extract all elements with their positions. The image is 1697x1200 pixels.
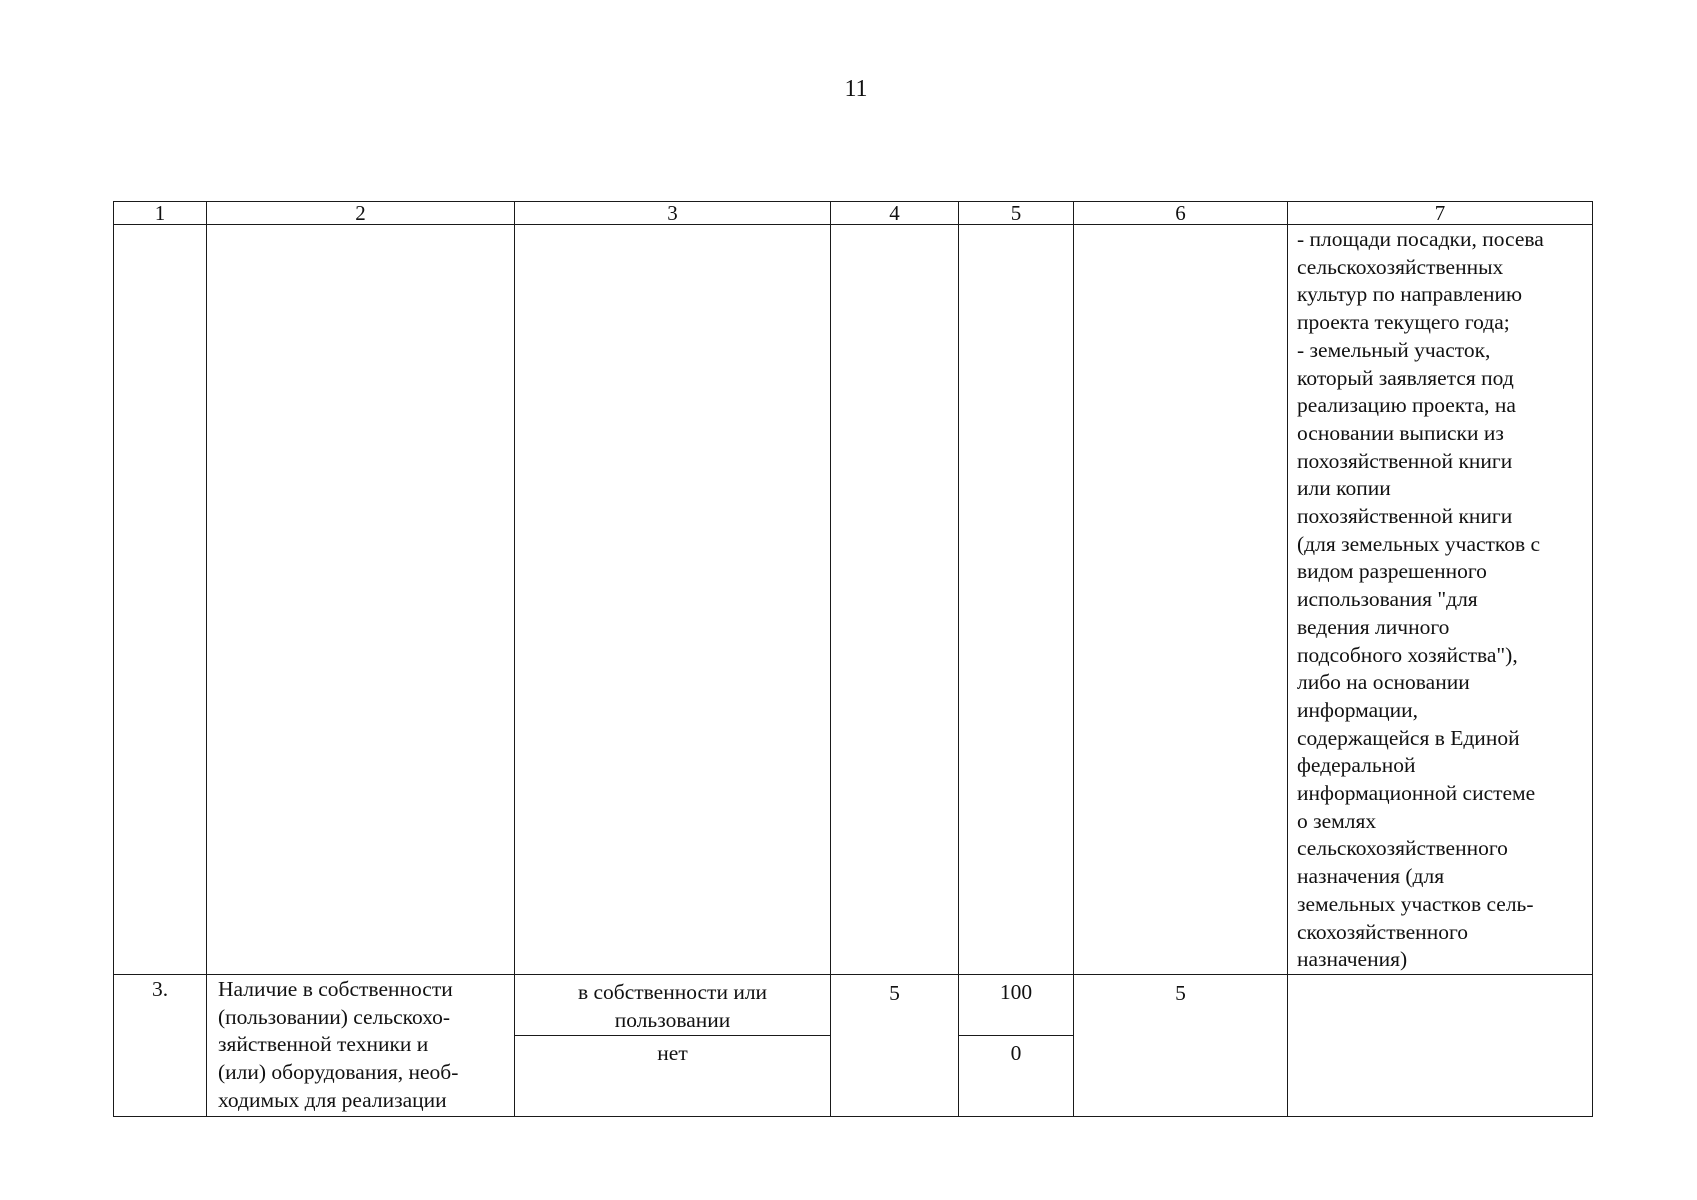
text-line: информационной системе <box>1297 781 1536 806</box>
text-line: - земельный участок, <box>1297 337 1491 362</box>
text-line: назначения (для <box>1297 864 1445 889</box>
continued-col-7-documents <box>1288 225 1593 975</box>
text-line: в собственности или <box>577 979 768 1004</box>
criterion-weight: 5 <box>1074 974 1288 1116</box>
criteria-table <box>113 201 1593 1117</box>
text-line: реализацию проекта, на <box>1297 393 1516 418</box>
continued-col-2 <box>207 225 515 975</box>
text-line: культур по направлению <box>1297 282 1523 307</box>
text-line: - площади посадки, посева <box>1297 227 1544 251</box>
text-line: похозяйственной книги <box>1297 448 1513 473</box>
header-col-6: 6 <box>1074 202 1288 225</box>
text-line: видом разрешенного <box>1297 559 1487 584</box>
text-line: проекта текущего года; <box>1297 310 1510 335</box>
continued-col-4 <box>831 225 959 975</box>
page-number: 11 <box>844 76 868 102</box>
text-line: земельных участков сель- <box>1297 891 1534 916</box>
header-col-5: 5 <box>959 202 1074 225</box>
text-line: либо на основании <box>1297 670 1470 695</box>
criterion-note <box>1288 974 1593 1116</box>
text-line: зяйственной техники и <box>218 1032 429 1057</box>
percent-owned: 100 <box>999 979 1033 1004</box>
header-col-1: 1 <box>114 202 207 225</box>
text-line: ведения личного <box>1297 614 1450 639</box>
text-line: о землях <box>1297 808 1377 833</box>
header-col-7: 7 <box>1288 202 1593 225</box>
continued-col-1 <box>114 225 207 975</box>
criterion-options <box>515 974 831 1116</box>
header-row <box>114 202 1593 225</box>
text-line: использования "для <box>1297 587 1478 612</box>
continued-row <box>114 225 1593 975</box>
criterion-number: 3. <box>114 974 207 1116</box>
text-line: сельскохозяйственных <box>1297 254 1504 279</box>
option-none <box>515 1035 830 1116</box>
text-line: федеральной <box>1297 753 1416 778</box>
header-col-2: 2 <box>207 202 515 225</box>
text-line: ходимых для реализации <box>218 1087 447 1112</box>
text-line: пользовании <box>614 1007 731 1032</box>
text-line: скохозяйственного <box>1297 919 1468 944</box>
text-line: похозяйственной книги <box>1297 504 1513 529</box>
criterion-name <box>207 974 515 1116</box>
text-line: содержащейся в Единой <box>1297 725 1520 750</box>
header-col-3: 3 <box>515 202 831 225</box>
text-line: информации, <box>1297 697 1419 722</box>
criterion-row-3 <box>114 974 1593 1116</box>
header-col-4: 4 <box>831 202 959 225</box>
text-line: основании выписки из <box>1297 420 1504 445</box>
text-line: назначения) <box>1297 947 1408 972</box>
text-line: (или) оборудования, необ- <box>218 1060 459 1085</box>
percent-none: 0 <box>959 1035 1073 1116</box>
text-line: сельскохозяйственного <box>1297 836 1508 861</box>
continued-col-6 <box>1074 225 1288 975</box>
text-line: который заявляется под <box>1297 365 1514 390</box>
criterion-percent <box>959 974 1074 1116</box>
text-line: (для земельных участков с <box>1297 531 1541 556</box>
text-line: (пользовании) сельскохо- <box>218 1004 451 1029</box>
text-line: подсобного хозяйства"), <box>1297 642 1518 667</box>
text-line: нет <box>657 1040 688 1065</box>
criterion-max-score: 5 <box>831 974 959 1116</box>
text-line: Наличие в собственности <box>218 976 453 1001</box>
option-owned <box>515 975 830 1035</box>
continued-col-5 <box>959 225 1074 975</box>
continued-col-3 <box>515 225 831 975</box>
text-line: или копии <box>1297 476 1391 501</box>
